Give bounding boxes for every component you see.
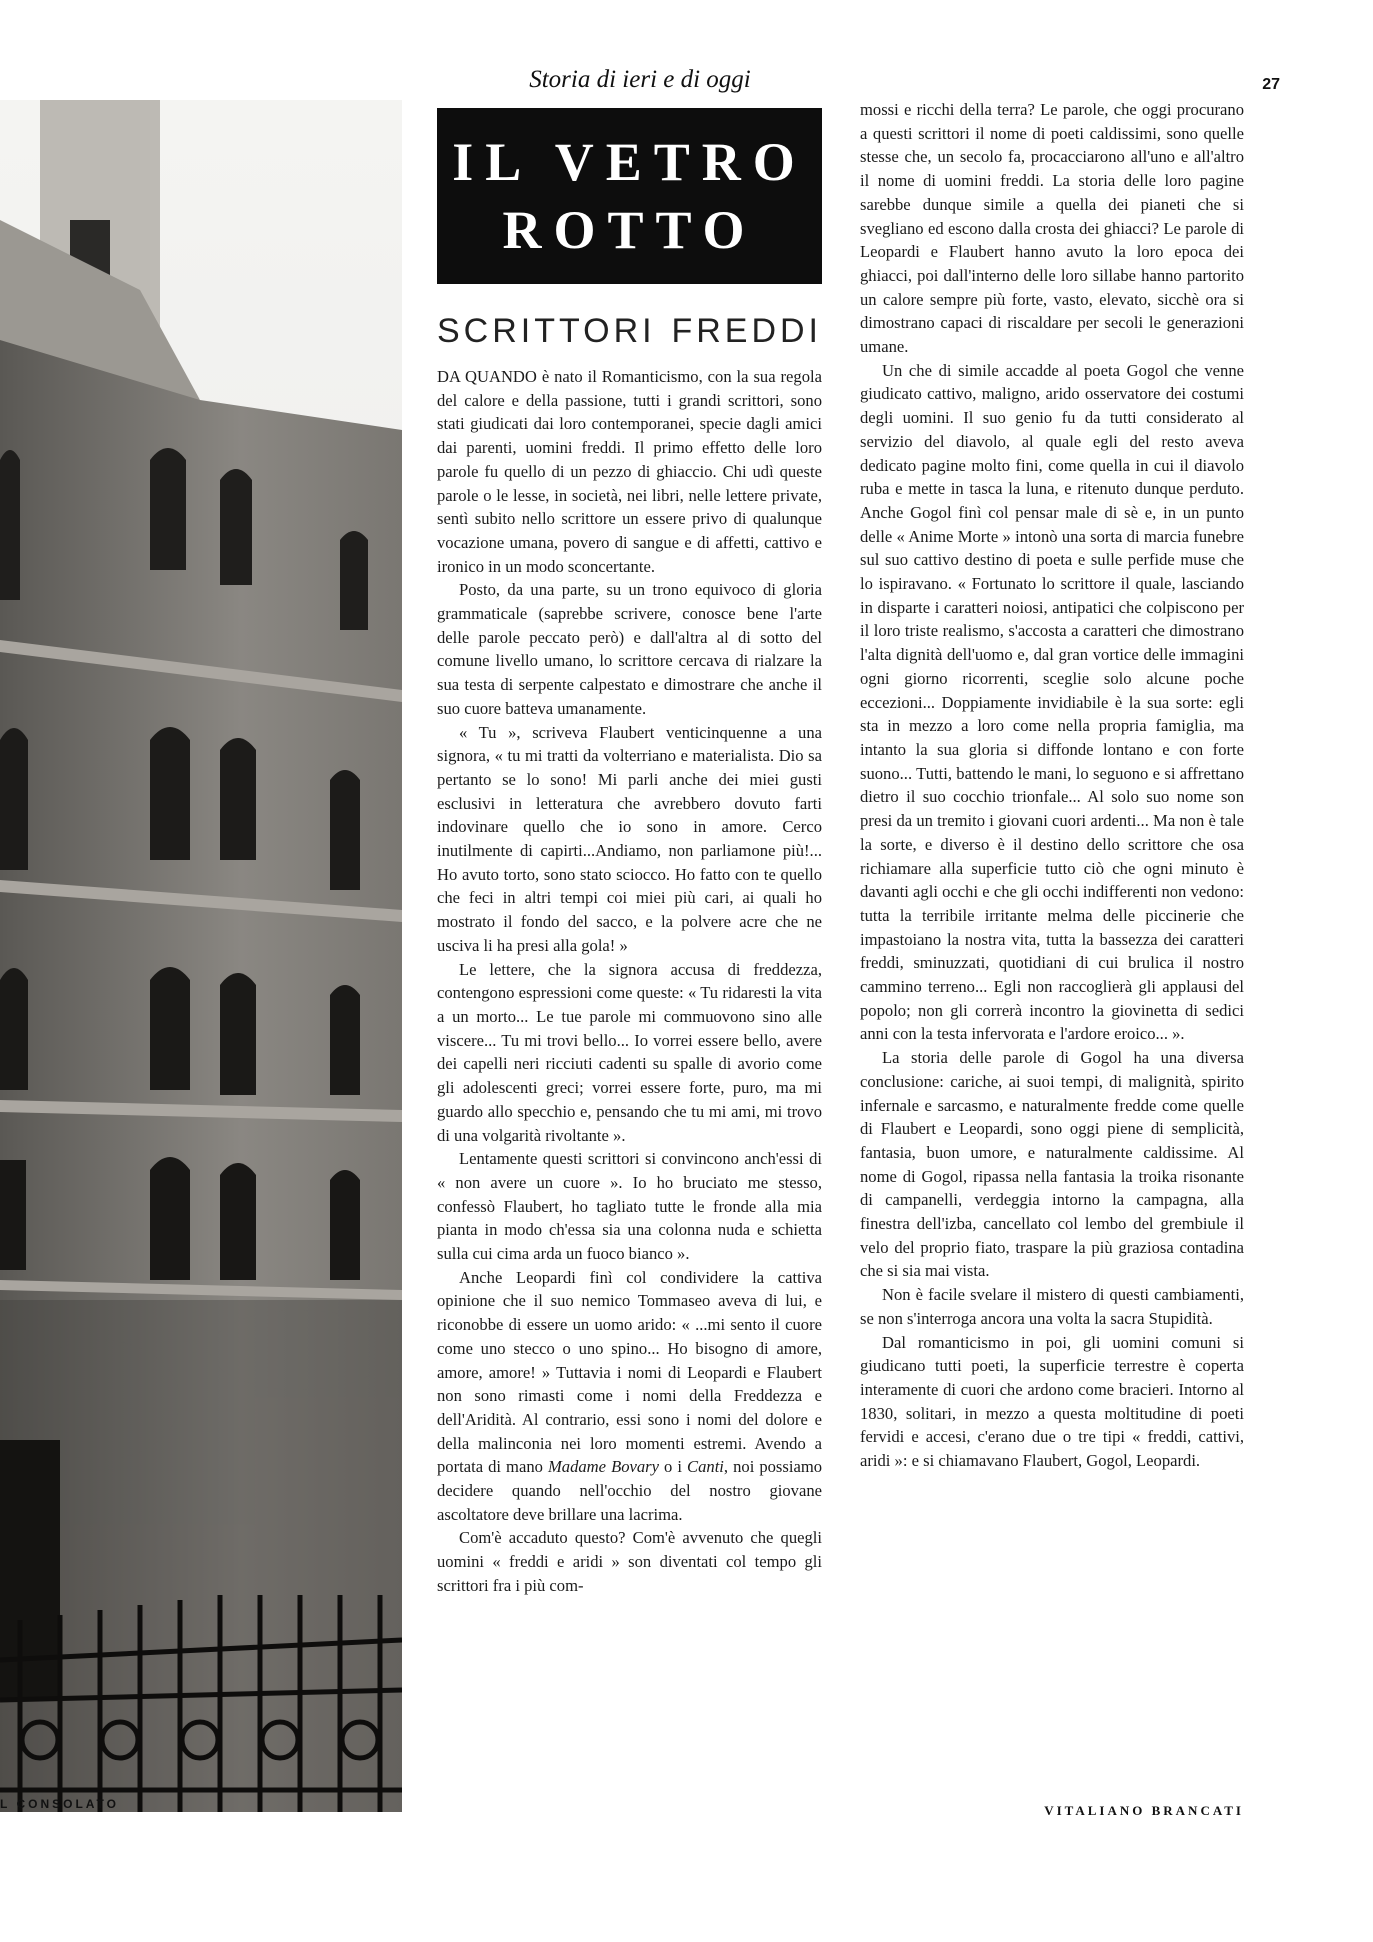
page-number: 27 xyxy=(1262,76,1280,93)
photo-caption: L CONSOLATO xyxy=(0,1797,120,1811)
paragraph: DA QUANDO è nato il Romanticismo, con la sua regola del calore e della passione, tutti i grandi scrittori, sono stati giudicati dai loro contemporanei, specie dagli amici dai parenti, uomini freddi. Il primo effetto delle loro parole fu quello di un pezzo di ghiaccio. Chi udì queste parole o le lesse, in società, nei libri, nelle lettere private, sentì subito nello scrittore un essere privo di qualunque vocazione umana, povero di sangue e di affetti, cattivo e ironico in un modo sconcertante. xyxy=(437,367,822,576)
paragraph: Lentamente questi scrittori si convincono anch'essi di « non avere un cuore ». Io ho bruciato me stesso, confessò Flaubert, ho tagliato tutte le fronde alla mia pianta in modo ch'essa sia una colonna nuda e schietta sulla cui cima arda un fuoco bianco ». xyxy=(437,1149,822,1264)
article-title-line1: IL VETRO xyxy=(452,132,807,192)
title-box xyxy=(437,108,822,284)
building-photo-illustration xyxy=(0,100,402,1812)
book-title: Canti xyxy=(687,1457,724,1477)
article-title-line2: ROTTO xyxy=(502,200,757,260)
paragraph: « Tu », scriveva Flaubert venticinquenne a una signora, « tu mi tratti da volterriano e materialista. Dio sa pertanto se lo sono! Mi parli anche dei miei gusti esclusivi in letteratura che avrebbero dovuto farti indovinare quello che io sono in amore. Cerco inutilmente di capirti...Andiamo, non parliamone più!... Ho avuto torto, sono stato sciocco. Ho fatto con te quello che feci in altri tempi coi miei più cari, ai quali ho mostrato il fondo del sacco, e la polvere acre che ne usciva li ha presi alla gola! » xyxy=(437,722,822,955)
text-column-2 xyxy=(860,98,1244,1473)
text-run: , noi possiamo decidere quando nell'occhio del nostro giovane ascoltatore deve brillare una lacrima. xyxy=(437,1457,823,1524)
paragraph: mossi e ricchi della terra? Le parole, che oggi procurano a questi scrittori il nome di poeti caldissimi, sono quelle stesse che, un secolo fa, procacciarono all'uno e all'altro il nome di uomini freddi. La storia delle loro pagine sarebbe dunque simile a quella dei pianeti che si svegliano ed escono dalla crosta dei ghiacci? Le parole di Leopardi e Flaubert hanno avuto la loro epoca dei ghiacci, poi dall'interno delle loro sillabe hanno partorito un calore sempre più forte, vasto, elevato, sicchè ora si dimostrano capaci di riscaldare per secoli le generazioni umane. xyxy=(860,100,1244,357)
paragraph: Non è facile svelare il mistero di questi cambiamenti, se non s'interroga ancora una volta la sacra Stupidità. xyxy=(860,1285,1244,1328)
text-run: o i xyxy=(664,1457,682,1477)
paragraph: Le lettere, che la signora accusa di freddezza, contengono espressioni come queste: « Tu ridaresti la vita a un morto... Le tue parole mi commuovono sino alle viscere... Tu mi trovi bello... Io vorrei essere bello, avere dei capelli neri ricciuti cadenti su spalle di avorio come gli adolescenti greci; vorrei essere forte, puro, ma mi guardo allo specchio e, pensando che tu mi ami, mi trovo di una volgarità rivoltante ». xyxy=(437,959,822,1145)
paragraph: Com'è accaduto questo? Com'è avvenuto che quegli uomini « freddi e aridi » son diventati col tempo gli scrittori fra i più com- xyxy=(437,1528,822,1595)
building-photo xyxy=(0,100,402,1812)
paragraph xyxy=(437,1266,822,1527)
paragraph: La storia delle parole di Gogol ha una diversa conclusione: cariche, ai suoi tempi, di malignità, spirito infernale e sarcasmo, e naturalmente fredde come quelle di Flaubert e Leopardi, sono oggi piene di semplicità, fantasia, buon umore, e naturalmente caldissime. Al nome di Gogol, ripassa nella fantasia la troika risonante di campanelli, verdeggia intorno la campagna, alla finestra dell'izba, cancellato col lembo del grembiule il velo del proprio fiato, traspare la più graziosa contadina che si sia mai vista. xyxy=(860,1048,1244,1281)
paragraph: Un che di simile accadde al poeta Gogol che venne giudicato cattivo, maligno, arido osservatore dei costumi degli uomini. Il suo genio fu da tutti considerato al servizio del diavolo, al quale egli del resto aveva dedicato pagine molto fini, come quella in cui il diavolo ruba e mette in tasca la luna, e ritenuto dunque perduto. Anche Gogol finì col pensar male di sè e, in un punto delle « Anime Morte » intonò una sorta di marcia funebre sul suo cattivo destino di poeta e sulle perfide muse che lo ispiravano. « Fortunato lo scrittore il quale, lasciando in disparte i caratteri noiosi, antipatici che colpiscono per il loro triste realismo, s'accosta a caratteri che dimostrano l'alta dignità dell'uomo e, dal gran vortice delle immagini ogni giorno ricorrenti, sceglie solo alcune poche eccezioni... Doppiamente invidiabile è la sua sorte: egli sta in mezzo a loro come nella propria famiglia, ma intanto la sua gloria si diffonde lontano e con forte suono... Tutti, battendo le mani, lo seguono e si affrettano dietro il suo cocchio trionfale... Al solo suo nome son presi da un tremito i giovani cuori ardenti... Ma non è tale la sorte, e diverso è il destino dello scrittore che osa richiamare alla superficie tutto ciò che ogni minuto è davanti agli occhi e che gli occhi indifferenti non vedono: tutta la terribile irritante melma delle piccinerie che impastoiano la nostra vita, tutta la bassezza dei caratteri freddi, sminuzzati, quotidiani di cui brulica il nostro cammino terreno... Egli non raccoglierà gli applausi del popolo; non gli correrà incontro la giovinetta di sedici anni con la testa infervorata e l'ardore eroico... ». xyxy=(860,360,1244,1044)
author-byline: VITALIANO BRANCATI xyxy=(1044,1803,1244,1818)
text-column-1 xyxy=(437,365,822,1598)
section-rubric: Storia di ieri e di oggi xyxy=(529,66,751,93)
paragraph: Posto, da una parte, su un trono equivoco di gloria grammaticale (saprebbe scrivere, conosce bene l'arte delle parole peccato però) e dall'altra al di sotto del comune livello umano, lo scrittore cercava di rialzare la sua testa di serpente calpestato e dimostrare che anche il suo cuore batteva umanamente. xyxy=(437,580,822,718)
text-run: Anche Leopardi finì col condividere la cattiva opinione che il suo nemico Tommaseo aveva di lui, e riconobbe di essere un uomo arido: « ...mi sento il cuore come uno stecco o uno spino... Ho bisogno di amore, amore, amore! » Tuttavia i nomi di Leopardi e Flaubert non sono rimasti come i nomi della Freddezza e dell'Aridità. Al contrario, essi sono i nomi del dolore e della malinconia nei loro momenti estremi. Avendo a portata di mano xyxy=(437,1267,822,1477)
book-title: Madame Bovary xyxy=(547,1457,659,1477)
article-subtitle: SCRITTORI FREDDI xyxy=(437,312,822,350)
paragraph: Dal romanticismo in poi, gli uomini comuni si giudicano tutti poeti, la superficie terrestre è coperta interamente di cuori che ardono come bracieri. Intorno al 1830, solitari, in mezzo a questa moltitudine di poeti fervidi e accesi, c'erano due o tre tipi « freddi, cattivi, aridi »: e si chiamavano Flaubert, Gogol, Leopardi. xyxy=(860,1332,1244,1471)
